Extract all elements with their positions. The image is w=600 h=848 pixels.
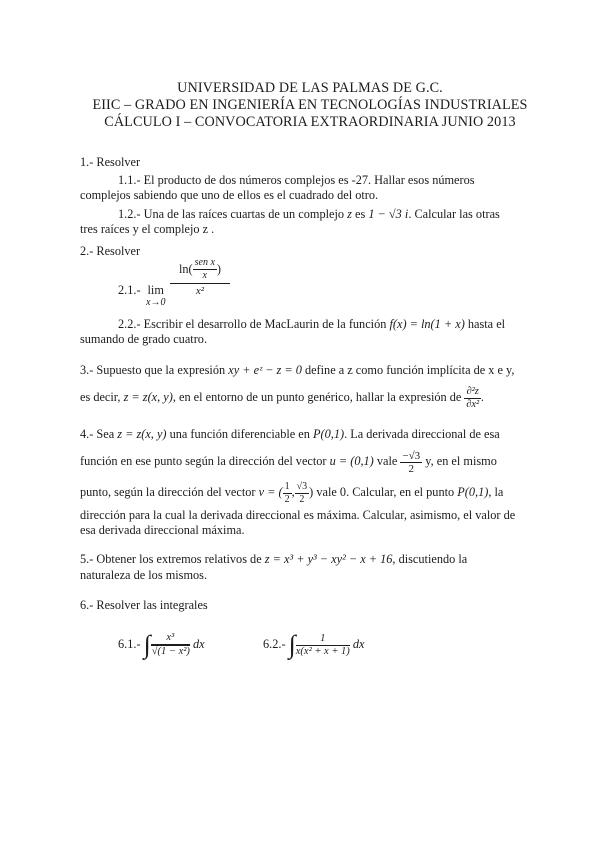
q6-2-fraction [296, 633, 350, 658]
q4-text-f: y, en el mismo [425, 454, 497, 468]
sen-den: x [202, 270, 207, 281]
v-den1: 2 [284, 493, 290, 505]
q5-line2: naturaleza de los mismos. [80, 568, 208, 582]
q3-period: . [480, 390, 484, 404]
ln-text: ln( [178, 262, 193, 277]
q4-v-frac1 [283, 481, 292, 506]
q4-line3: punto, según la dirección del vector v = ( $\frac{1}{2}$ , $\frac{√3}{2}$ ) vale 0. Calcular, en el punto P(0,1), la [80, 480, 504, 505]
q1-2-z: z [347, 207, 352, 221]
q2-2-line2: sumando de grado cuatro. [80, 332, 208, 346]
q4-line5: esa derivada direccional máxima. [80, 523, 245, 537]
v-close: ) [309, 485, 314, 499]
q3-text-c: es decir, [80, 390, 121, 404]
q4-line1 [80, 427, 500, 442]
integral-sign-1: ∫ [143, 630, 151, 660]
q3-text-a: 3.- Supuesto que la expresión [80, 363, 226, 377]
q1-2-text-b: es [355, 207, 366, 221]
q2-2-func: f(x) = ln(1 + x) [389, 317, 465, 331]
q6-2-label: 6.2.- [263, 637, 286, 651]
q6-2-num: 1 [296, 633, 350, 646]
q6-1-fraction [151, 632, 190, 658]
q6-title: 6.- Resolver las integrales [80, 598, 208, 612]
q1-title: 1.- Resolver [80, 155, 141, 169]
v-den2: 2 [299, 493, 305, 505]
sen-fraction [193, 257, 217, 282]
q1-2-text-c: . Calcular las otras [408, 207, 500, 221]
q2-2-text-b: hasta el [467, 317, 506, 331]
lim-subscript: x→0 [146, 297, 166, 308]
q4-value-num: −√3 [402, 449, 421, 462]
q3-text-d: , en el entorno de un punto genérico, hallar la expresión de [172, 390, 462, 404]
q4-vec-u: u = (0,1) [329, 454, 374, 468]
q4-text-a: 4.- Sea [80, 427, 115, 441]
q6-1-dx: dx [192, 637, 205, 651]
q4-text-i: , la [488, 485, 504, 499]
v-num1: 1 [284, 480, 290, 492]
q4-text-c: . La derivada direccional de esa [344, 427, 500, 441]
lim-operator: lim [147, 283, 164, 297]
degree-title: EIIC – GRADO EN INGENIERÍA EN TECNOLOGÍAS INDUSTRIALES [92, 97, 528, 113]
q2-1-fraction [170, 257, 230, 298]
deriv-den: ∂x² [466, 398, 480, 410]
q3-expr: xy + eᶻ − z = 0 [228, 363, 302, 377]
q4-point: P(0,1) [313, 427, 345, 441]
integral-sign-2: ∫ [288, 630, 296, 660]
q1-1-line2: complejos sabiendo que uno de ellos es el cuadrado del otro. [80, 188, 379, 202]
q6-1-num: x³ [151, 632, 190, 645]
q1-2-text-a: 1.2.- Una de las raíces cuartas de un complejo [118, 207, 345, 221]
q2-1-numerator [170, 257, 230, 284]
q1-2-line1 [118, 207, 500, 222]
q4-point2: P(0,1) [457, 485, 489, 499]
q5-line1 [80, 552, 467, 567]
sen-x: sen x [194, 257, 215, 268]
exam-title: CÁLCULO I – CONVOCATORIA EXTRAORDINARIA JUNIO 2013 [104, 114, 516, 130]
q4-text-b: una función diferenciable en [169, 427, 310, 441]
q1-1-line1: 1.1.- El producto de dos números complejos es -27. Hallar esos números [118, 173, 475, 187]
v-num2: √3 [296, 480, 308, 492]
q2-1-label: 2.1.- [118, 283, 141, 297]
q5-expr: z = x³ + y³ − xy² − x + 16 [264, 552, 393, 566]
q6-2-den: x(x² + x + 1) [295, 645, 350, 657]
q4-v-frac2 [295, 481, 310, 506]
q4-value-den: 2 [408, 462, 415, 475]
q2-2-line1 [118, 317, 505, 332]
q5-text-b: , discutiendo la [392, 552, 468, 566]
q6-2-dx: dx [352, 637, 365, 651]
q4-value-fraction [400, 450, 422, 475]
q4-line4: dirección para la cual la derivada direccional es máxima. Calcular, asimismo, el valor de [80, 508, 516, 522]
q6-1 [118, 624, 205, 664]
q5-text-a: 5.- Obtener los extremos relativos de [80, 552, 262, 566]
q3-line1 [80, 363, 514, 378]
q4-text-d: función en ese punto según la dirección del vector [80, 454, 327, 468]
q2-1-limit [146, 283, 165, 308]
university-title: UNIVERSIDAD DE LAS PALMAS DE G.C. [177, 80, 443, 96]
q6-1-den: √(1 − x²) [151, 646, 190, 658]
q1-2-line2: tres raíces y el complejo z . [80, 222, 215, 236]
q4-expr: z = z(x, y) [117, 427, 167, 441]
deriv-num: ∂²z [466, 385, 479, 397]
q3-expr2: z = z(x, y) [123, 390, 173, 404]
q2-2-text-a: 2.2.- Escribir el desarrollo de MacLaurin de la función [118, 317, 387, 331]
q6-2 [263, 624, 364, 664]
q6-1-label: 6.1.- [118, 637, 141, 651]
q4-text-h: vale 0. Calcular, en el punto [316, 485, 455, 499]
q4-line2 [80, 446, 497, 476]
q4-text-g: punto, según la dirección del vector [80, 485, 256, 499]
q4-vec-v: v = ( [258, 485, 283, 499]
q1-2-expr: 1 − √3 i [368, 207, 409, 221]
q3-line2 [80, 382, 484, 412]
q3-derivative [464, 386, 480, 411]
q3-text-b: define a z como función implícita de x e y, [304, 363, 515, 377]
q2-1-denominator: x² [195, 285, 205, 297]
paren-close: ) [216, 262, 222, 277]
q2-title: 2.- Resolver [80, 244, 141, 258]
q4-text-e: vale [376, 454, 398, 468]
